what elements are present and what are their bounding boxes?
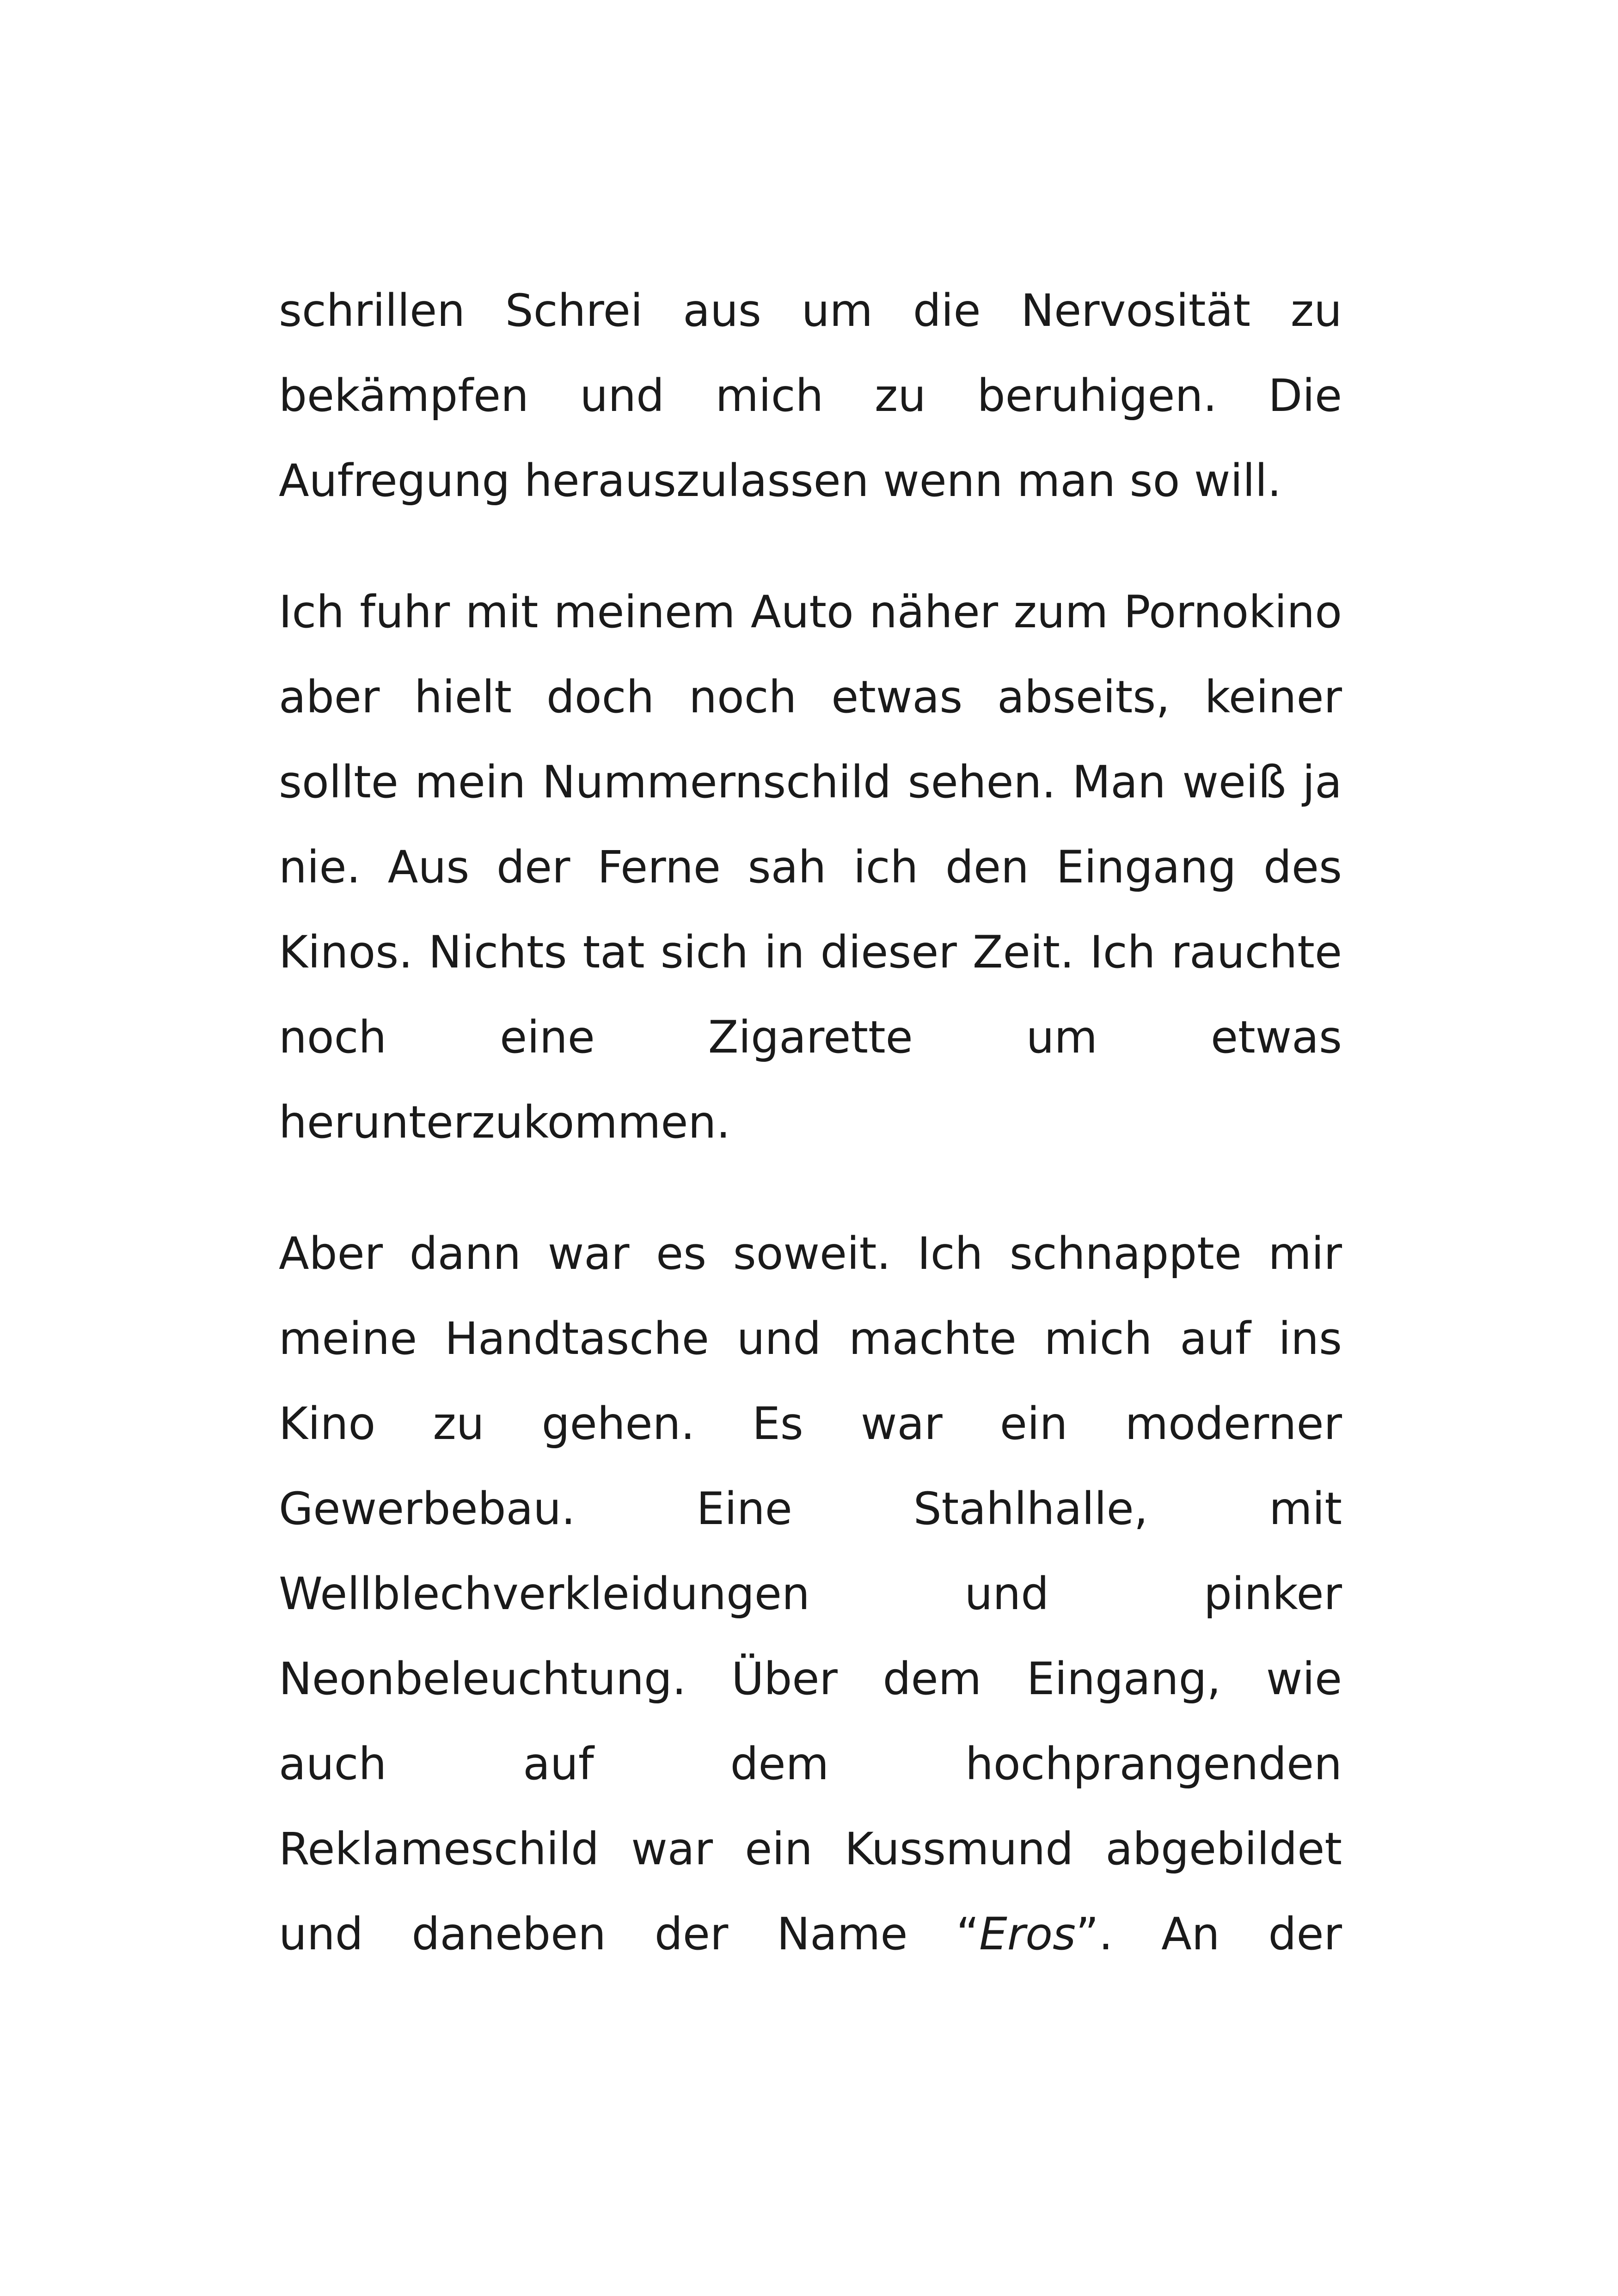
paragraph-1	[279, 268, 1342, 523]
text-line: meine Handtasche und machte mich auf ins	[279, 1313, 1342, 1365]
text-line: Aufregung herauszulassen wenn man so will.	[279, 455, 1281, 507]
body-text	[279, 268, 1342, 1977]
text-line: aber hielt doch noch etwas abseits, keiner	[279, 671, 1342, 723]
text-line: auch auf dem hochprangenden	[279, 1738, 1342, 1790]
text-line-final	[279, 1892, 1342, 1977]
text-line: Wellblechverkleidungen und pinker	[279, 1568, 1342, 1620]
text-line: Neonbeleuchtung. Über dem Eingang, wie	[279, 1653, 1342, 1705]
text-line: nie. Aus der Ferne sah ich den Eingang des	[279, 841, 1342, 893]
name-emphasis: Eros	[979, 1908, 1076, 1960]
text-line: Kino zu gehen. Es war ein moderner	[279, 1398, 1342, 1450]
paragraph-2	[279, 569, 1342, 1165]
text-line: Reklameschild war ein Kussmund abgebildet	[279, 1823, 1342, 1875]
final-line-after: ”. An der	[1076, 1908, 1342, 1960]
paragraph-spacing	[279, 523, 1342, 569]
text-line: Gewerbebau. Eine Stahlhalle, mit	[279, 1483, 1342, 1535]
paragraph-spacing	[279, 1165, 1342, 1211]
text-line: schrillen Schrei aus um die Nervosität zu	[279, 285, 1342, 337]
text-line: bekämpfen und mich zu beruhigen. Die	[279, 370, 1342, 422]
text-line: sollte mein Nummernschild sehen. Man weiß ja	[279, 756, 1342, 808]
text-line: herunterzukommen.	[279, 1096, 730, 1148]
final-line-before: und daneben der Name “	[279, 1908, 980, 1960]
text-line: Aber dann war es soweit. Ich schnappte mir	[279, 1228, 1342, 1280]
text-line: Kinos. Nichts tat sich in dieser Zeit. Ich rauchte	[279, 926, 1342, 978]
paragraph-3	[279, 1211, 1342, 1977]
text-line: Ich fuhr mit meinem Auto näher zum Pornokino	[279, 586, 1342, 638]
text-line: noch eine Zigarette um etwas	[279, 1011, 1342, 1063]
